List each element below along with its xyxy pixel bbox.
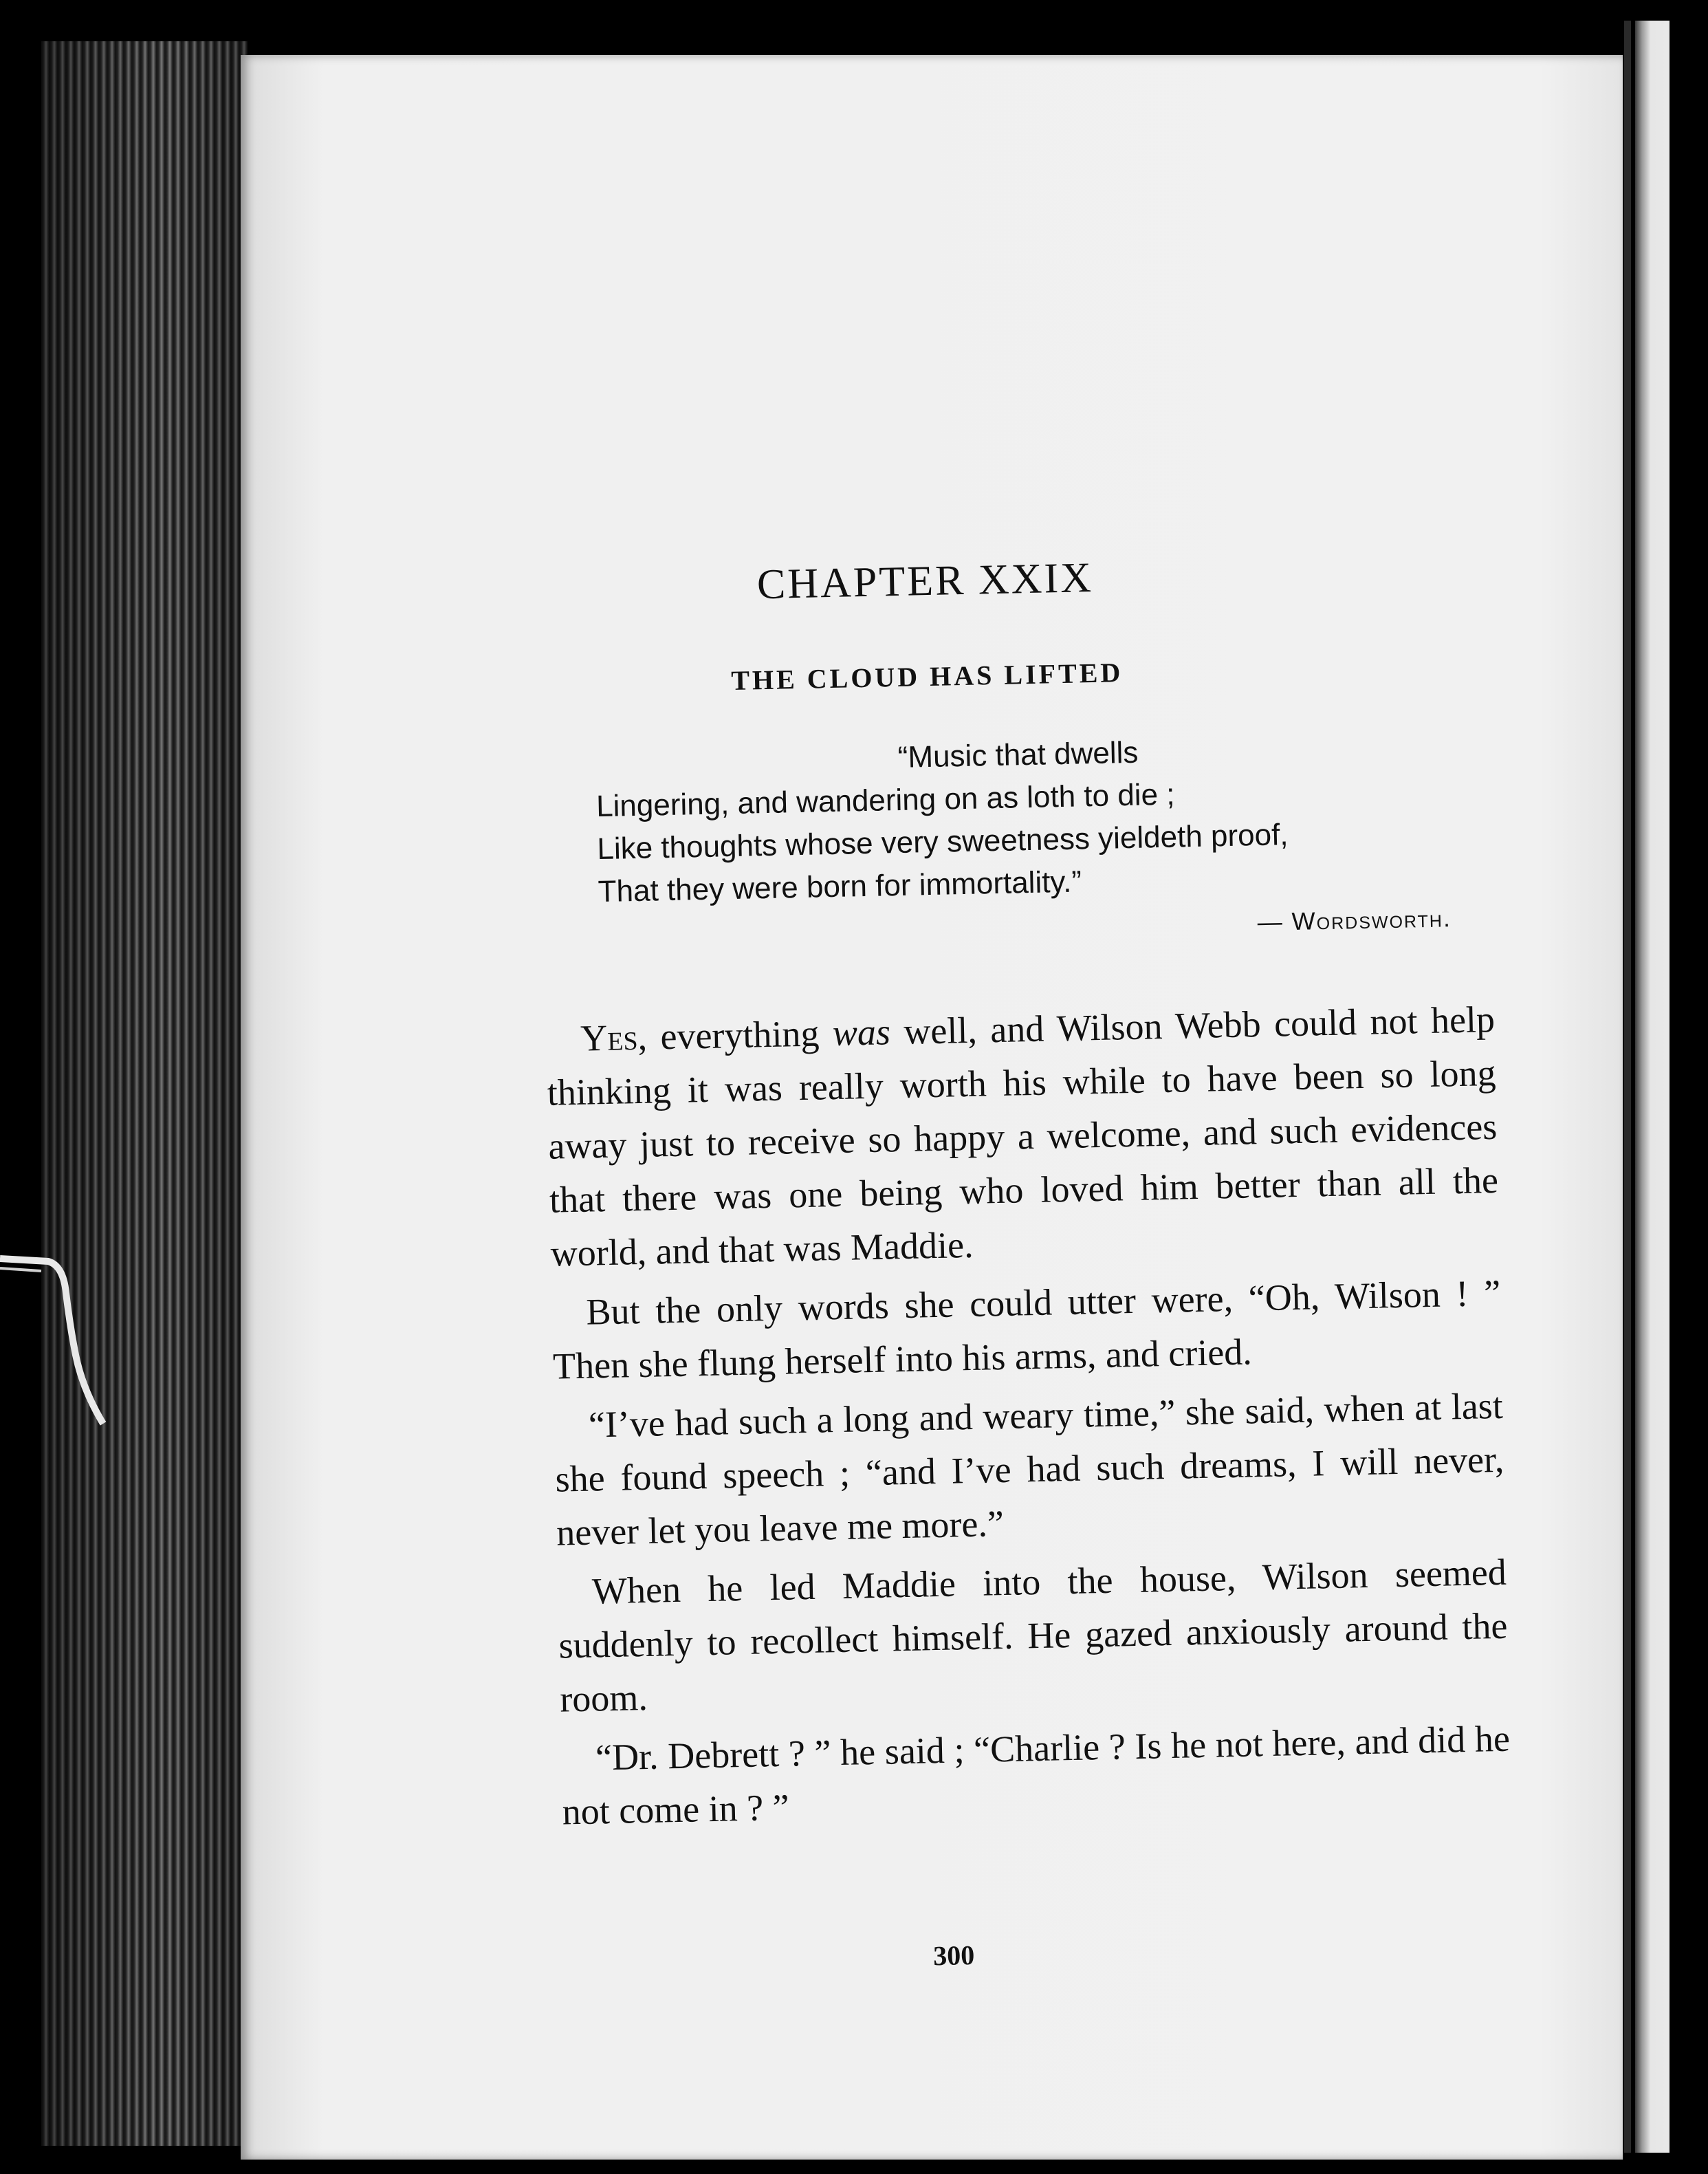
paragraph: “I’ve had such a long and weary time,” she said, when at last she found speech ; “and I’ve had such dreams, I will never, never let you leave me more.” — [554, 1384, 1504, 1554]
epigraph-line: Like thoughts whose very sweetness yieldeth proof, — [596, 818, 1289, 867]
paper-tear-mark — [0, 1252, 110, 1431]
paragraph: “Dr. Debrett ? ” he said ; “Charlie ? Is he not here, and did he not come in ? ” — [562, 1717, 1511, 1833]
chapter-subtitle: THE CLOUD HAS LIFTED — [730, 657, 1124, 697]
paragraph — [545, 992, 1500, 1281]
body-text — [545, 992, 1511, 1845]
page-edge-shadow — [41, 41, 248, 2146]
paragraph-text: , everything — [637, 1012, 833, 1058]
lead-word: Yes — [580, 1017, 639, 1059]
emphasis-text: was — [832, 1011, 891, 1054]
epigraph-attribution: — Wordsworth. — [1257, 904, 1452, 937]
epigraph — [595, 724, 1493, 957]
epigraph-line: That they were born for immortality.” — [598, 865, 1082, 909]
page-content — [223, 41, 1650, 2173]
page-number: 300 — [932, 1939, 975, 1972]
paragraph: When he led Maddie into the house, Wilson seemed suddenly to recollect himself. He gazed anxiously around the room. — [558, 1551, 1509, 1720]
chapter-title: CHAPTER XXIX — [756, 554, 1094, 609]
paragraph: But the only words she could utter were, “Oh, Wilson ! ” Then she flung herself into his arms, and cried. — [552, 1272, 1501, 1387]
paragraph-text: well, and Wilson Webb could not help thinking it was really worth his while to have been so long away just to receive so happy a welcome, and such evidences that there was one being who loved him better than all the world, and that was Maddie. — [547, 998, 1499, 1274]
epigraph-line: Lingering, and wandering on as loth to die ; — [595, 777, 1175, 824]
epigraph-line: “Music that dwells — [897, 735, 1139, 774]
